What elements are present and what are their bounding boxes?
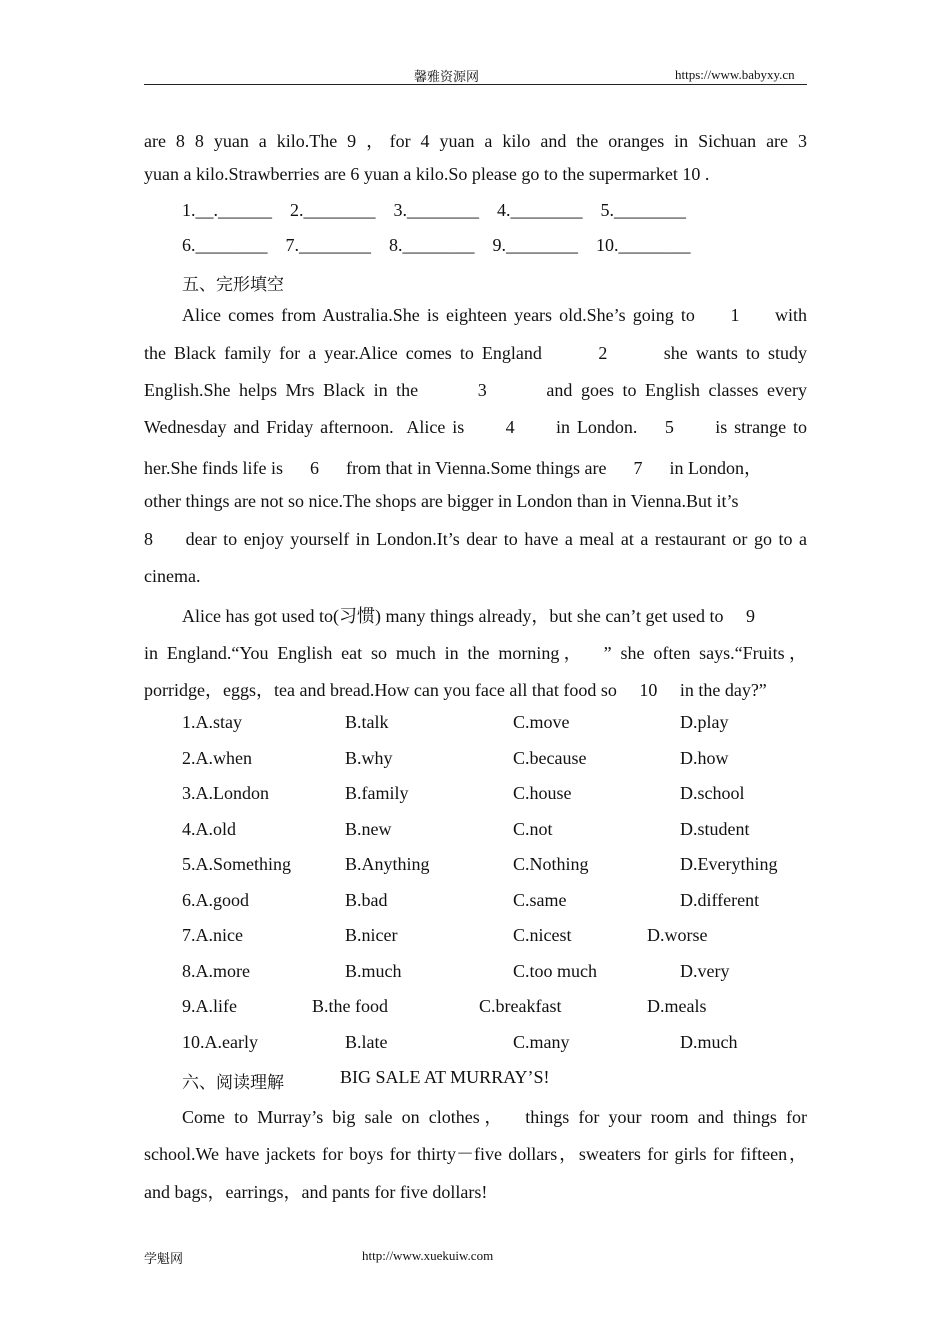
option-b: B.bad (345, 890, 388, 910)
option-d: D.worse (647, 925, 708, 945)
option-a: 1.A.stay (182, 712, 242, 732)
option-d: D.much (680, 1032, 738, 1052)
passage-line-1: Alice comes from Australia.She is eighteen years old.She’s going to 1 with (182, 305, 807, 325)
header-site-url[interactable]: https://www.babyxy.cn (675, 67, 795, 82)
section6-title: 六、阅读理解 (182, 1073, 284, 1093)
option-b: B.talk (345, 712, 389, 732)
passage-line-7: 8 dear to enjoy yourself in London.It’s dear to have a meal at a restaurant or go to a (144, 529, 807, 549)
option-a: 4.A.old (182, 819, 236, 839)
section5-title: 五、完形填空 (182, 275, 284, 295)
passage-line-3: English.She helps Mrs Black in the 3 and goes to English classes every (144, 380, 807, 400)
header-site-name: 馨雅资源网 (414, 70, 480, 85)
reading-line-2: school.We have jackets for boys for thirty－five dollars，sweaters for girls for fifteen， (144, 1144, 807, 1164)
section4-line-2: yuan a kilo.Strawberries are 6 yuan a kilo.So please go to the supermarket 10 . (144, 164, 710, 184)
option-c: C.house (513, 783, 572, 803)
option-a: 3.A.London (182, 783, 269, 803)
option-c: C.not (513, 819, 553, 839)
option-a: 10.A.early (182, 1032, 258, 1052)
footer-url[interactable]: http://www.xuekuiw.com (362, 1248, 494, 1263)
option-d: D.student (680, 819, 750, 839)
option-d: D.meals (647, 996, 707, 1016)
option-a: 2.A.when (182, 748, 252, 768)
option-b: B.Anything (345, 854, 430, 874)
option-c: C.many (513, 1032, 570, 1052)
passage-line-11: porridge，eggs，tea and bread.How can you face all that food so 10 in the day?” (144, 680, 767, 700)
passage-line-4: Wednesday and Friday afternoon. Alice is 4 in London. 5 is strange to (144, 417, 807, 437)
passage-line-9: Alice has got used to(习惯) many things already，but she can’t get used to 9 (182, 606, 756, 626)
passage-line-5: her.She finds life is 6 from that in Vienna.Some things are 7 in London， (144, 458, 763, 478)
option-a: 6.A.good (182, 890, 249, 910)
option-a: 7.A.nice (182, 925, 243, 945)
option-c: C.Nothing (513, 854, 589, 874)
option-d: D.Everything (680, 854, 778, 874)
passage-line-8: cinema. (144, 566, 201, 586)
reading-line-3: and bags，earrings，and pants for five dollars! (144, 1182, 488, 1202)
option-b: B.late (345, 1032, 388, 1052)
option-a: 9.A.life (182, 996, 237, 1016)
option-b: B.family (345, 783, 409, 803)
option-c: C.too much (513, 961, 597, 981)
option-b: B.nicer (345, 925, 398, 945)
option-c: C.nicest (513, 925, 572, 945)
passage-line-10: in England.“You English eat so much in the morning， ” she often says.“Fruits， (144, 643, 807, 663)
option-b: B.why (345, 748, 393, 768)
option-b: B.the food (312, 996, 388, 1016)
option-d: D.very (680, 961, 730, 981)
option-c: C.move (513, 712, 570, 732)
option-d: D.how (680, 748, 729, 768)
answer-row-1: 1.__.______ 2.________ 3.________ 4.________ 5.________ (182, 200, 686, 220)
answer-row-2: 6.________ 7.________ 8.________ 9.________ 10.________ (182, 235, 691, 255)
reading-line-1: Come to Murray’s big sale on clothes， things for your room and things for (182, 1107, 807, 1127)
footer-site-name: 学魁网 (144, 1252, 184, 1267)
option-b: B.much (345, 961, 402, 981)
option-c: C.same (513, 890, 567, 910)
option-d: D.play (680, 712, 729, 732)
option-a: 8.A.more (182, 961, 250, 981)
passage-line-2: the Black family for a year.Alice comes to England 2 she wants to study (144, 343, 807, 363)
option-b: B.new (345, 819, 392, 839)
option-d: D.school (680, 783, 745, 803)
section6-subtitle: BIG SALE AT MURRAY’S! (340, 1067, 550, 1087)
option-c: C.breakfast (479, 996, 562, 1016)
option-a: 5.A.Something (182, 854, 292, 874)
option-d: D.different (680, 890, 760, 910)
header-divider (144, 84, 807, 85)
section4-line-1: are 8 8 yuan a kilo.The 9 ，for 4 yuan a kilo and the oranges in Sichuan are 3 (144, 131, 807, 151)
option-c: C.because (513, 748, 587, 768)
passage-line-6: other things are not so nice.The shops are bigger in London than in Vienna.But it’s (144, 491, 739, 511)
